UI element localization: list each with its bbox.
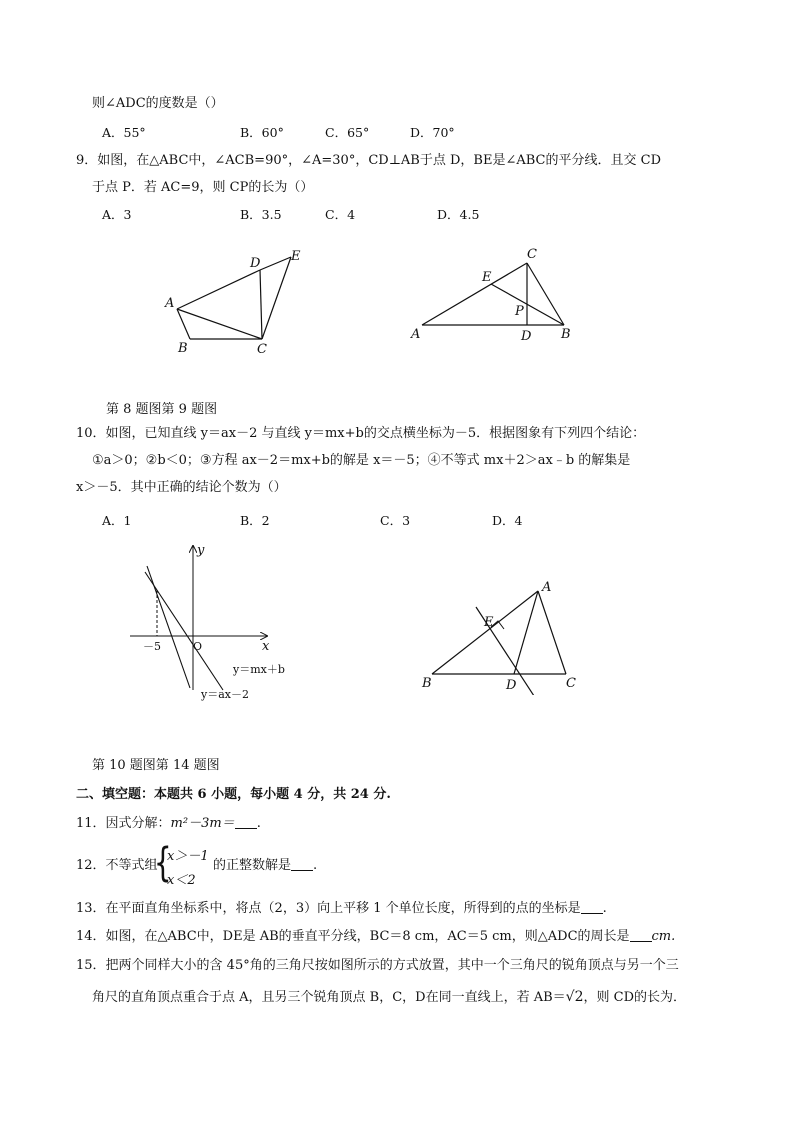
q15-line2	[92, 989, 686, 1006]
fig10-axis-y-label: y	[197, 543, 205, 558]
fig9-segment-cb	[527, 263, 564, 325]
q14-unit: cm.	[651, 929, 676, 944]
q10-line1: 10．如图，已知直线 y＝ax－2 与直线 y＝mx+b的交点横坐标为－5．根据图象有下列四个结论：	[76, 426, 646, 441]
fig14-segment-ac	[538, 591, 566, 674]
fig8-label-c: C	[257, 342, 267, 357]
figure-q14	[418, 577, 588, 695]
q15-line2a: 角尺的直角顶点重合于点 A，且另三个锐角顶点 B，C，D在同一直线上，若 AB＝	[92, 990, 566, 1005]
fig9-label-d: D	[521, 329, 532, 344]
fig10-line-mx-label: y＝mx＋b	[233, 663, 285, 676]
q8-option-c: C．65°	[325, 125, 370, 140]
q12-brace: {	[153, 840, 172, 886]
fig8-segment-de	[260, 257, 291, 270]
fig14-label-d: D	[506, 678, 517, 693]
fig9-segment-ac	[422, 263, 527, 325]
q11-prefix: 11．因式分解：	[76, 816, 171, 831]
fig14-label-c: C	[566, 676, 576, 691]
q12-end: .	[313, 858, 318, 873]
q8-stem-tail: 则∠ADC的度数是（）	[92, 96, 224, 111]
q9-option-c: C．4	[325, 207, 356, 222]
q12-answer-blank[interactable]	[291, 858, 313, 871]
q14-answer-blank[interactable]	[630, 929, 652, 942]
fig14-label-e: E	[484, 615, 494, 630]
fig10-origin-label: O	[193, 640, 203, 653]
q8-option-b: B．60°	[240, 125, 284, 140]
q10-line2: ①a＞0；②b＜0；③方程 ax－2＝mx+b的解是 x＝－5；④不等式 mx＋2＞ax﹣b 的解集是	[92, 453, 631, 468]
section2-title: 二、填空题：本题共 6 小题，每小题 4 分，共 24 分.	[76, 787, 391, 802]
fig14-label-b: B	[422, 676, 432, 691]
q12-tail	[213, 858, 317, 874]
q12-prefix: 12．不等式组	[76, 858, 158, 873]
fig8-label-e: E	[291, 249, 301, 264]
fig14-segment-ab	[432, 591, 538, 674]
caption-fig10-14: 第 10 题图第 14 题图	[92, 758, 220, 773]
q10-line3: x＞－5．其中正确的结论个数为（）	[76, 480, 287, 495]
q8-option-a: A．55°	[102, 125, 146, 140]
q11	[76, 816, 261, 832]
fig8-segment-ce	[262, 257, 291, 339]
fig8-segment-ad	[177, 270, 260, 309]
fig14-segment-ad	[514, 591, 538, 674]
fig8-segment-ac	[177, 309, 262, 339]
q11-answer-blank[interactable]	[235, 816, 257, 829]
fig9-label-e: E	[482, 270, 492, 285]
q9-line1: 9．如图，在△ABC中，∠ACB=90°，∠A=30°，CD⊥AB于点 D，BE是∠ABC的平分线．且交 CD	[76, 153, 661, 168]
q10-option-a: A．1	[102, 513, 132, 528]
fig8-segment-dc	[260, 270, 262, 339]
q13-end: .	[602, 901, 607, 916]
q8-option-d: D．70°	[410, 125, 455, 140]
fig8-label-a: A	[165, 296, 175, 311]
caption-fig8-9: 第 8 题图第 9 题图	[106, 402, 218, 417]
fig10-axis-x-label: x	[262, 639, 270, 654]
q15-line1: 15．把两个同样大小的含 45°角的三角尺按如图所示的方式放置，其中一个三角尺的锐角顶点与另一个三	[76, 958, 679, 973]
q10-option-c: C．3	[380, 513, 411, 528]
fig10-line-ax-label: y＝ax－2	[201, 688, 249, 701]
fig8-label-b: B	[178, 341, 188, 356]
q11-suffix: .	[256, 816, 261, 831]
fig9-label-c: C	[527, 247, 537, 262]
q13-text: 13．在平面直角坐标系中，将点（2，3）向上平移 1 个单位长度，所得到的点的坐标是	[76, 901, 581, 916]
q14-text: 14．如图，在△ABC中，DE是 AB的垂直平分线，BC＝8 cm，AC＝5 cm，则△ADC的周长是	[76, 929, 630, 944]
q9-line2: 于点 P．若 AC=9，则 CP的长为（）	[92, 180, 314, 195]
q11-expr: m²－3m＝	[170, 816, 235, 831]
q9-option-a: A．3	[102, 207, 132, 222]
fig9-label-p: P	[515, 304, 524, 319]
q14	[76, 929, 675, 945]
figure-q10	[125, 540, 310, 710]
q10-option-b: B．2	[240, 513, 270, 528]
fig10-neg5-label: －5	[143, 640, 161, 653]
fig9-label-b: B	[561, 327, 571, 342]
q12-suffix: 的正整数解是	[213, 858, 292, 873]
q13-answer-blank[interactable]	[581, 901, 603, 914]
q12-ineq2: x＜2	[167, 873, 196, 888]
fig9-label-a: A	[411, 327, 421, 342]
q10-option-d: D．4	[492, 513, 523, 528]
fig8-label-d: D	[250, 256, 261, 271]
fig14-label-a: A	[542, 580, 552, 595]
q9-option-b: B．3.5	[240, 207, 282, 222]
q13	[76, 901, 607, 917]
figure-q8	[160, 245, 310, 360]
fig10-line-ax-2	[147, 566, 190, 688]
q15-line2b: ，则 CD的长为．	[583, 990, 686, 1005]
q12-ineq1: x＞－1	[167, 849, 209, 864]
figure-q9	[405, 243, 585, 348]
q9-option-d: D．4.5	[437, 207, 480, 222]
q15-sqrt: √2	[565, 989, 584, 1005]
